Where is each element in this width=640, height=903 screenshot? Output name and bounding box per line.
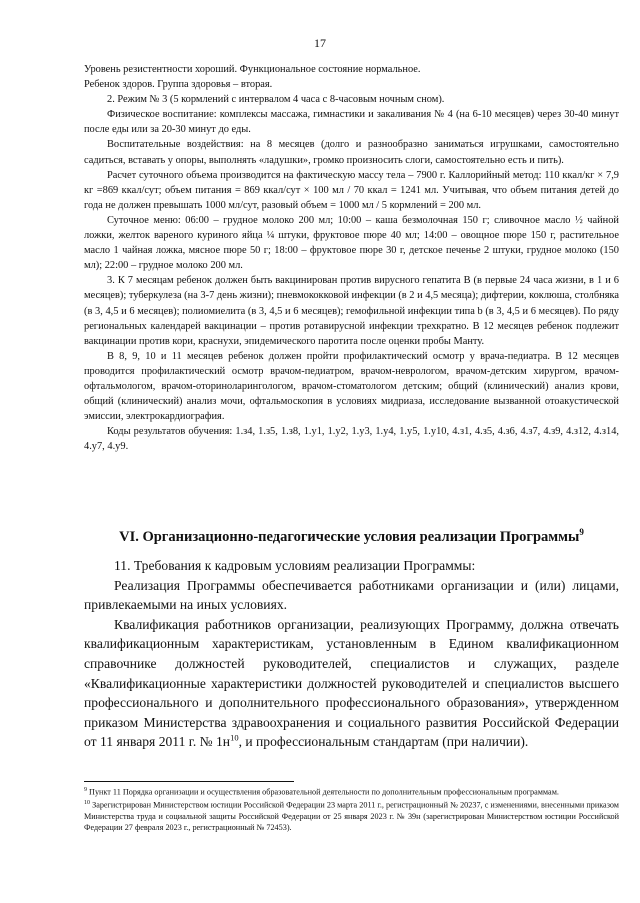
paragraph-checkups: В 8, 9, 10 и 11 месяцев ребенок должен пройти профилактический осмотр у врача-педиатра. В 12 месяцев проводится профилактический осмотр врачом-педиатром, врачом-неврологом, врачом-детским хирургом, врачом-офтальмологом, врачом-оториноларингологом, врачом-стоматологом детским; общий (клинический) анализ крови, общий (клинический) анализ мочи, офтальмоскопия в условиях мидриаза, исследование вызванной отоакустической эмиссии, электрокардиография. bbox=[84, 350, 619, 423]
paragraph-implementation: Реализация Программы обеспечивается работниками организации и (или) лицами, привлекаемыми на иных условиях. bbox=[84, 577, 619, 613]
paragraph-qualification bbox=[84, 615, 619, 752]
paragraph-regime: 2. Режим № 3 (5 кормлений с интервалом 4 часа с 8-часовым ночным сном). bbox=[107, 94, 445, 106]
paragraph-result-codes: Коды результатов обучения: 1.з4, 1.з5, 1.з8, 1.у1, 1.у2, 1.у3, 1.у4, 1.у5, 1.у10, 4.з1, 4.з5, 4.з6, 4.з7, 4.з9, 4.з12, 4.з14, 4.у7, 4.у9. bbox=[84, 426, 619, 453]
footnote-ref-10: 10 bbox=[230, 732, 239, 743]
footnote-9 bbox=[84, 785, 619, 798]
page-number: 17 bbox=[314, 36, 326, 50]
paragraph-upbringing: Воспитательные воздействия: на 8 месяцев (долго и разнообразно заниматься игрушками, самостоятельно садиться, вставать у опоры, выполнять «ладушки», громко произносить слоги, самостоятельно есть и пить). bbox=[84, 139, 619, 166]
paragraph-health-group: Ребенок здоров. Группа здоровья – вторая. bbox=[84, 79, 273, 91]
paragraph-physical-education: Физическое воспитание: комплексы массажа, гимнастики и закаливания № 4 (на 6-10 месяцев) через 30-40 минут после еды или за 20-30 минут до еды. bbox=[84, 109, 619, 136]
footnote-mark: 9 bbox=[84, 787, 87, 793]
footnote-text: Пункт 11 Порядка организации и осуществления образовательной деятельности по дополнительным профессиональным программам. bbox=[87, 787, 559, 797]
footnote-10 bbox=[84, 798, 619, 833]
qualification-text-end: , и профессиональным стандартам (при наличии). bbox=[238, 734, 529, 750]
paragraph-vaccination: 3. К 7 месяцам ребенок должен быть вакцинирован против вирусного гепатита В (в первые 24 часа жизни, в 1 и 6 месяцев); туберкулеза (на 3-7 день жизни); пневмококковой инфекции (в 2 и 4,5 месяца); дифтерии, коклюша, столбняка (в 3, 4,5 и 6 месяцев); полиомиелита (в 3, 4,5 и 6 месяцев); гемофильной инфекции типа b (в 3, 4,5 и 6 месяцев). По ряду региональных календарей вакцинации – против ротавирусной инфекции трехкратно. В 12 месяцев ребенок подлежит вакцинации против кори, краснухи, эпидемического паротита после оценки пробы Манту. bbox=[84, 275, 619, 347]
footnote-text: Зарегистрирован Министерством юстиции Российской Федерации 23 марта 2011 г., регистрационный № 20237, с изменениями, внесенными приказом Министерства труда и социальной защиты Российской Федерации от 25 января 2023 г. № 39н (зарегистрирован Министерством юстиции Российской Федерации 27 февраля 2023 г., регистрационный № 72453). bbox=[84, 800, 619, 833]
paragraph-resistance: Уровень резистентности хороший. Функциональное состояние нормальное. bbox=[84, 64, 421, 75]
paragraph-staffing-heading: 11. Требования к кадровым условиям реализации Программы: bbox=[114, 558, 476, 573]
footnote-divider bbox=[84, 781, 294, 782]
qualification-text: Квалификация работников организации, реализующих Программу, должна отвечать квалификационным характеристикам, установленным в Едином квалификационном справочнике должностей руководителей, специалистов и служащих, разделе «Квалификационные характеристики должностей руководителей и специалистов высшего профессионального и дополнительного профессионального образования», утвержденном приказом Министерства здравоохранения и социального развития Российской Федерации от 11 января 2011 г. № 1н bbox=[84, 616, 619, 750]
staffing-requirements-text bbox=[84, 556, 619, 752]
clinical-case-text bbox=[84, 62, 619, 454]
paragraph-volume-calculation: Расчет суточного объема производится на фактическую массу тела – 7900 г. Каллорийный метод: 110 ккал/кг × 7,9 кг =869 ккал/сут; объем питания = 869 ккал/сут × 100 мл / 70 ккал = 1241 мл. Учитывая, что объем питания детей до года не должен превышать 1000 мл/сут, разовый объем = 1000 мл / 5 кормлений = 200 мл. bbox=[84, 169, 619, 211]
footnote-mark: 10 bbox=[84, 799, 90, 806]
paragraph-daily-menu: Суточное меню: 06:00 – грудное молоко 200 мл; 10:00 – каша безмолочная 150 г; сливочное масло ½ чайной ложки, желток вареного куриного яйца ¼ штуки, фруктовое пюре 40 мл; 14:00 – овощное пюре 150 г, растительное масло 1 чайная ложка, мясное пюре 50 г; 18:00 – фруктовое пюре 30 г, детское печенье 2 штуки, грудное молоко (150 мл); 22:00 – грудное молоко 200 мл. bbox=[84, 214, 619, 272]
section-title: VI. Организационно-педагогические условия реализации Программы bbox=[119, 528, 580, 545]
section-heading bbox=[84, 523, 619, 546]
footnote-ref-9: 9 bbox=[579, 527, 584, 537]
footnotes bbox=[84, 785, 619, 833]
